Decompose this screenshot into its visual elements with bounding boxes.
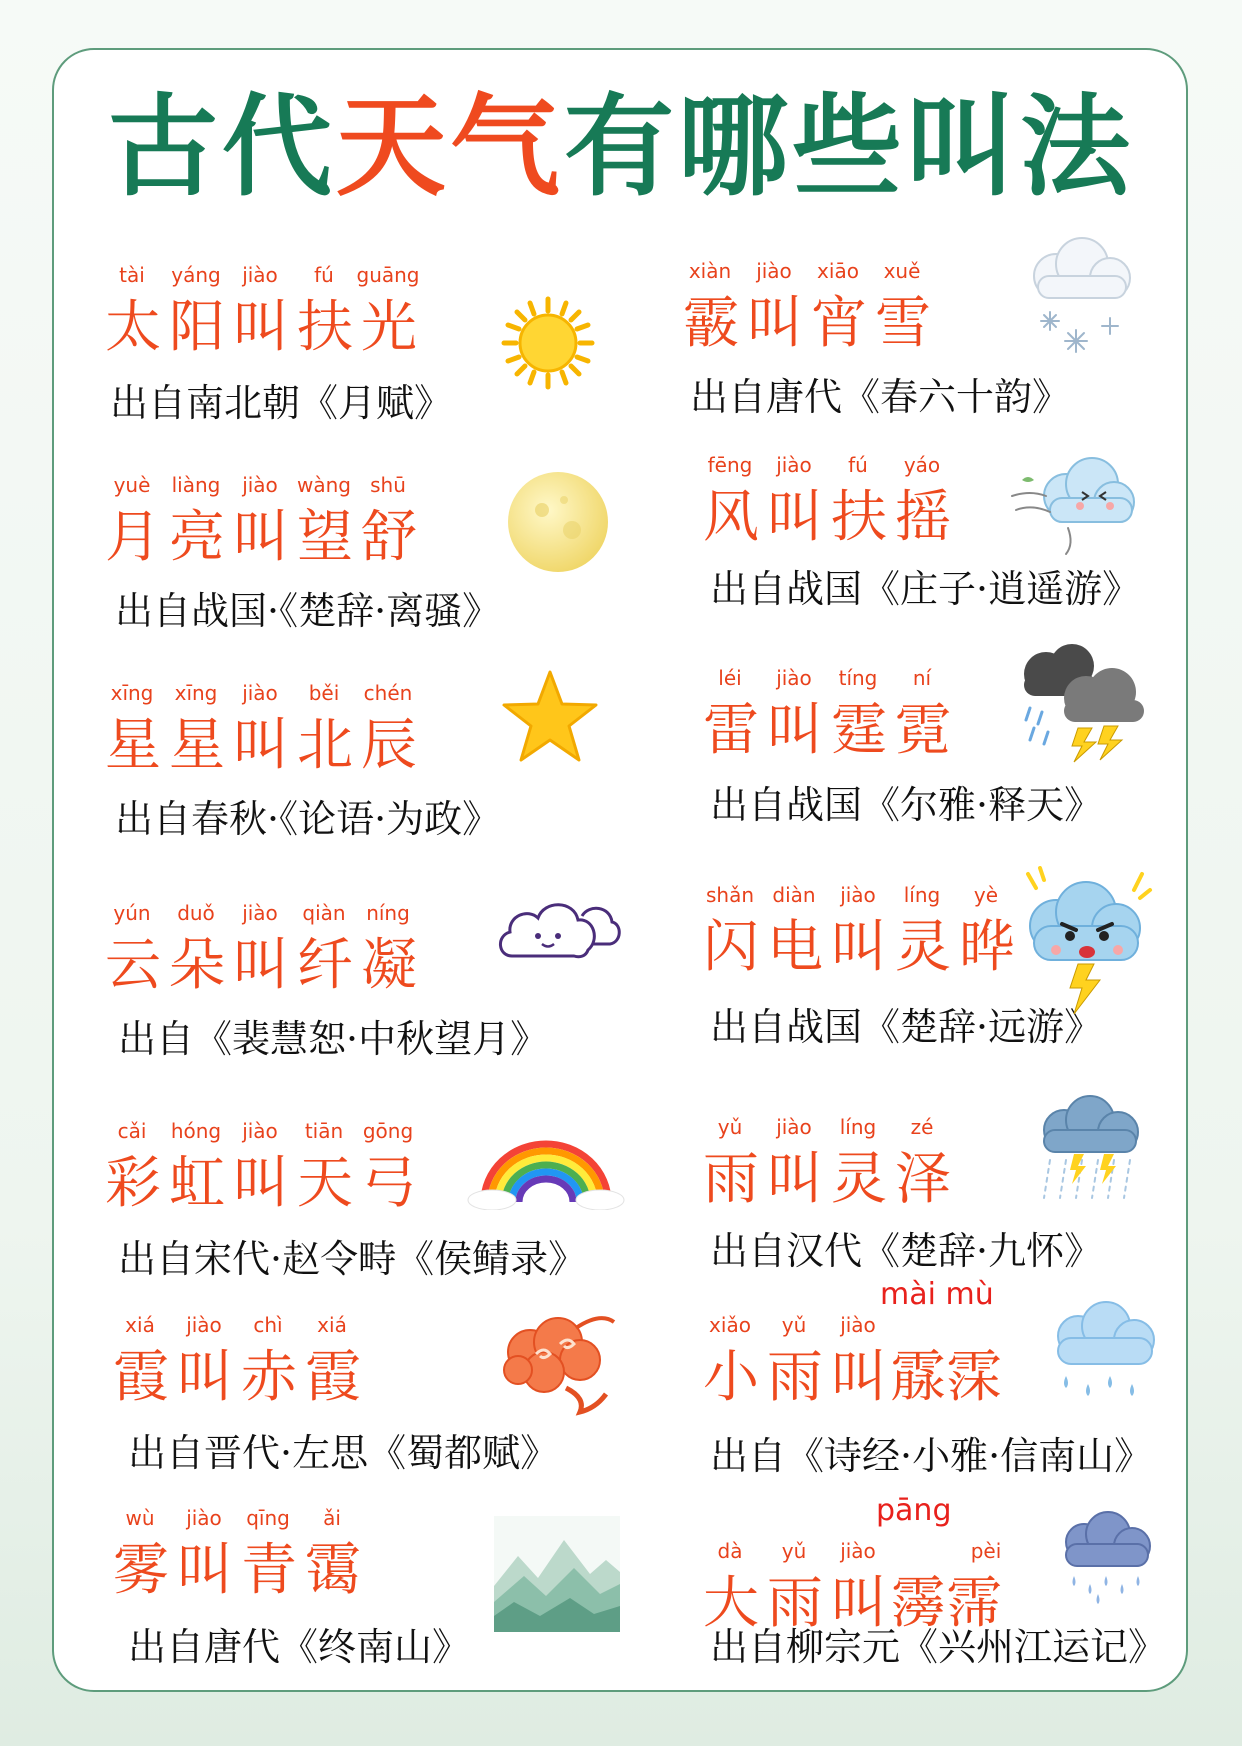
title-part-ancient: 古代 [108,82,336,211]
word-pinyin-note: pāng [876,1493,952,1528]
pinyin: fú [848,453,868,477]
entry-rosy-clouds [108,1312,408,1412]
pinyin: yǔ [781,1539,807,1563]
hanzi: 舒 [361,505,417,570]
hanzi: 叫 [177,1538,233,1603]
pinyin: yuè [113,473,151,497]
hanzi: 霓 [895,698,951,763]
hanzi: 青 [241,1538,297,1603]
storm-cloud-icon [1030,1094,1150,1204]
title-part-weather: 天气 [336,82,564,211]
pinyin: guāng [356,263,420,287]
hanzi: 天 [297,1151,353,1216]
pinyin: níng [366,901,410,925]
source-text: 出自战国《尔雅·释天》 [710,783,1103,827]
pinyin: hóng [170,1119,222,1143]
pinyin: jiào [242,263,278,287]
hanzi: 亮 [169,505,225,570]
hanzi: 叫 [233,295,289,360]
pinyin: qīng [246,1506,290,1530]
angry-lightning-cloud-icon [1016,866,1156,1016]
pinyin: jiào [242,681,278,705]
wind-cloud-icon [1010,440,1146,560]
hanzi: 雪 [875,291,931,356]
hanzi: 凝 [361,933,417,998]
sun-icon [500,295,596,391]
rainbow-icon [466,1130,626,1210]
source-text: 出自战国《楚辞·远游》 [710,1005,1103,1049]
pinyin: jiào [776,666,812,690]
pinyin: xiàn [688,259,732,283]
pinyin: yǔ [717,1115,743,1139]
pinyin: pèi [970,1539,1002,1563]
pinyin: xiāo [817,259,859,283]
hanzi: 叫 [233,505,289,570]
entry-sleet [678,258,978,358]
hanzi: 叫 [233,713,289,778]
pinyin: liàng [171,473,221,497]
pinyin: jiào [242,473,278,497]
source-text: 出自唐代《终南山》 [128,1625,471,1669]
misty-mountain-icon [494,1516,620,1632]
hanzi: 赤 [241,1345,297,1410]
pinyin: xiǎo [709,1313,751,1337]
entry-drizzle [698,1312,1018,1412]
pinyin: tíng [838,666,878,690]
entry-star [100,680,460,780]
hanzi: 叫 [747,291,803,356]
hanzi: 霆 [831,698,887,763]
hanzi: 星 [105,713,161,778]
pinyin: dà [717,1539,743,1563]
hanzi: 叫 [831,915,887,980]
moon-icon [506,470,610,574]
hanzi: 霞 [113,1345,169,1410]
hanzi: 叫 [767,698,823,763]
pinyin: ǎi [323,1506,341,1530]
hanzi-word: 霶霈 [890,1571,1002,1636]
entry-moon [100,472,460,572]
pinyin: běi [308,681,340,705]
snow-cloud-icon [1020,230,1140,360]
pinyin: yè [973,883,999,907]
pinyin: xiá [317,1313,347,1337]
pinyin: yǔ [781,1313,807,1337]
pinyin: yún [113,901,151,925]
hanzi: 叫 [831,1345,887,1410]
hanzi: 朵 [169,933,225,998]
hanzi: 雾 [113,1538,169,1603]
cloud-face-icon [494,894,624,964]
hanzi: 泽 [895,1147,951,1212]
source-text: 出自战国·《楚辞·离骚》 [115,589,501,633]
pinyin: fēng [707,453,753,477]
page-title [0,82,1242,212]
pinyin: duǒ [177,901,215,925]
pinyin: jiào [840,1313,876,1337]
red-cloud-icon [496,1308,620,1418]
pinyin: jiào [756,259,792,283]
source-text: 出自宋代·赵令畤《侯鲭录》 [118,1237,587,1281]
hanzi: 雨 [767,1345,823,1410]
hanzi: 纤 [297,933,353,998]
hanzi: 叫 [831,1571,887,1636]
pinyin: tài [119,263,145,287]
hanzi: 彩 [105,1151,161,1216]
heavy-rain-icon [1056,1510,1156,1606]
hanzi: 望 [297,505,353,570]
source-text: 出自《裴慧恕·中秋望月》 [118,1017,549,1061]
hanzi: 虹 [169,1151,225,1216]
source-text: 出自唐代《春六十韵》 [690,375,1071,419]
entry-fog [108,1505,408,1605]
hanzi: 小 [703,1345,759,1410]
entry-thunder [698,665,998,765]
pinyin: jiào [242,1119,278,1143]
pinyin: jiào [186,1313,222,1337]
entry-rainbow [100,1118,460,1218]
hanzi: 叫 [767,485,823,550]
entry-sun [100,262,460,362]
hanzi: 星 [169,713,225,778]
pinyin: jiào [242,901,278,925]
pinyin: tiān [304,1119,344,1143]
hanzi: 叫 [767,1147,823,1212]
pinyin: ní [912,666,932,690]
pinyin: chén [363,681,413,705]
pinyin: jiào [186,1506,222,1530]
hanzi: 太 [105,295,161,360]
hanzi: 北 [297,713,353,778]
word-pinyin-note: mài mù [880,1277,994,1312]
hanzi: 叫 [177,1345,233,1410]
entry-cloud [100,900,460,1000]
hanzi: 风 [703,485,759,550]
pinyin: diàn [772,883,816,907]
source-text: 出自春秋·《论语·为政》 [115,797,501,841]
light-rain-icon [1046,1300,1162,1406]
pinyin: líng [903,883,941,907]
pinyin: xuě [883,259,921,283]
hanzi: 电 [767,915,823,980]
hanzi: 晔 [959,915,1015,980]
hanzi: 闪 [703,915,759,980]
hanzi: 雨 [703,1147,759,1212]
pinyin: qiàn [302,901,346,925]
hanzi: 光 [361,295,417,360]
hanzi: 雨 [767,1571,823,1636]
title-part-names: 有哪些叫法 [564,82,1134,211]
thunder-cloud-icon [1012,644,1148,764]
hanzi: 霞 [305,1345,361,1410]
hanzi-word: 霡霂 [890,1345,1002,1410]
source-text: 出自汉代《楚辞·九怀》 [710,1229,1103,1273]
pinyin: wàng [297,473,351,497]
source-text: 出自柳宗元《兴州江运记》 [710,1625,1167,1669]
source-text: 出自战国《庄子·逍遥游》 [710,567,1141,611]
pinyin: wù [125,1506,155,1530]
star-icon [500,668,600,764]
hanzi: 月 [105,505,161,570]
entry-lightning [698,882,1058,982]
hanzi: 大 [703,1571,759,1636]
source-text: 出自晋代·左思《蜀都赋》 [128,1431,559,1475]
hanzi: 弓 [361,1151,417,1216]
pinyin: zé [910,1115,934,1139]
hanzi: 宵 [811,291,867,356]
hanzi: 云 [105,933,161,998]
pinyin: yáng [171,263,221,287]
pinyin: chì [253,1313,283,1337]
pinyin: jiào [776,1115,812,1139]
entry-rain [698,1114,998,1214]
pinyin: shū [370,473,406,497]
hanzi: 辰 [361,713,417,778]
source-text: 出自《诗经·小雅·信南山》 [710,1434,1153,1478]
hanzi: 霰 [683,291,739,356]
pinyin: cǎi [117,1119,147,1143]
hanzi: 摇 [895,485,951,550]
hanzi: 扶 [831,485,887,550]
hanzi: 灵 [831,1147,887,1212]
hanzi: 叫 [233,1151,289,1216]
pinyin: xīng [110,681,154,705]
pinyin: fú [314,263,334,287]
hanzi: 霭 [305,1538,361,1603]
pinyin: líng [839,1115,877,1139]
hanzi: 扶 [297,295,353,360]
hanzi: 灵 [895,915,951,980]
hanzi: 雷 [703,698,759,763]
pinyin: léi [718,666,742,690]
pinyin: jiào [840,1539,876,1563]
source-text: 出自南北朝《月赋》 [110,381,453,425]
pinyin: shǎn [705,883,755,907]
entry-heavy-rain [698,1538,1038,1638]
hanzi: 阳 [169,295,225,360]
pinyin: xiá [125,1313,155,1337]
pinyin: gōng [362,1119,414,1143]
pinyin: xīng [174,681,218,705]
pinyin: jiào [776,453,812,477]
pinyin: yáo [903,453,941,477]
pinyin: jiào [840,883,876,907]
entry-wind [698,452,998,552]
hanzi: 叫 [233,933,289,998]
